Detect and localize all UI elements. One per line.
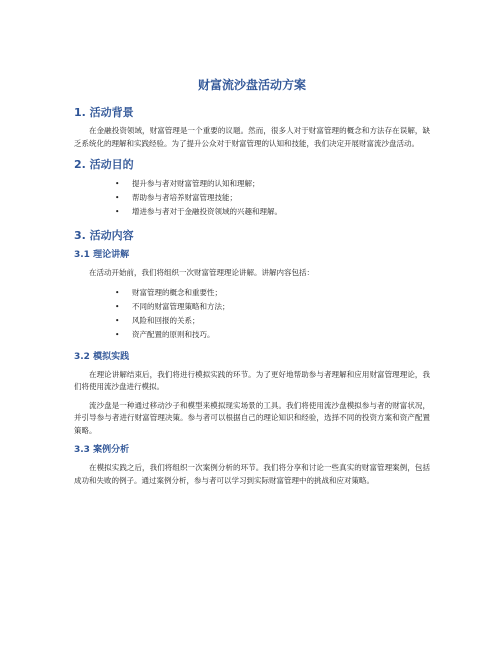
bullet-icon: • [115,301,120,311]
subsection-heading-theory: 3.1 理论讲解 [74,250,130,260]
simulation-paragraph-2: 流沙盘是一种通过移动沙子和模型来模拟现实场景的工具。我们将使用流沙盘模拟参与者的财富状况，并引导参与者进行财富管理决策。参与者可以根据自己的理论知识和经验，选择不同的投资方案和资产配置策略。 [74,400,430,435]
document-page [74,76,430,493]
section-heading-background: 1. 活动背景 [74,106,134,119]
section-heading-purpose: 2. 活动目的 [74,158,134,171]
document-title: 财富流沙盘活动方案 [197,78,306,92]
list-item: • 增进参与者对于金融投资领域的兴趣和理解。 [74,205,430,219]
bullet-icon: • [115,287,120,297]
list-item: • 风险和回报的关系； [74,314,430,328]
bullet-icon: • [115,315,120,325]
purpose-list [74,177,430,219]
simulation-paragraph-1: 在理论讲解结束后，我们将进行模拟实践的环节。为了更好地帮助参与者理解和应用财富管理理论，我们将使用流沙盘进行模拟。 [74,369,430,391]
bullet-icon: • [115,193,120,202]
list-item: • 帮助参与者培养财富管理技能； [74,191,430,205]
theory-list [74,286,430,342]
list-item: • 资产配置的原则和技巧。 [74,328,430,342]
bullet-icon: • [115,179,120,188]
case-analysis-paragraph: 在模拟实践之后，我们将组织一次案例分析的环节。我们将分享和讨论一些真实的财富管理案例，包括成功和失败的例子。通过案例分析，参与者可以学习到实际财富管理中的挑战和应对策略。 [74,463,430,485]
background-paragraph: 在金融投资领域，财富管理是一个重要的议题。然而，很多人对于财富管理的概念和方法存在误解，缺乏系统化的理解和实践经验。为了提升公众对于财富管理的认知和技能，我们决定开展财富流沙盘活动。 [74,126,430,148]
list-item: • 不同的财富管理策略和方法； [74,300,430,314]
subsection-heading-case-analysis: 3.3 案例分析 [74,445,130,455]
bullet-icon: • [115,207,120,216]
theory-intro-paragraph: 在活动开始前，我们将组织一次财富管理理论讲解。讲解内容包括： [89,268,314,277]
list-item: • 提升参与者对财富管理的认知和理解； [74,177,430,191]
list-item: • 财富管理的概念和重要性； [74,286,430,300]
section-heading-content: 3. 活动内容 [74,229,134,242]
subsection-heading-simulation: 3.2 模拟实践 [74,351,130,362]
bullet-icon: • [115,329,120,339]
